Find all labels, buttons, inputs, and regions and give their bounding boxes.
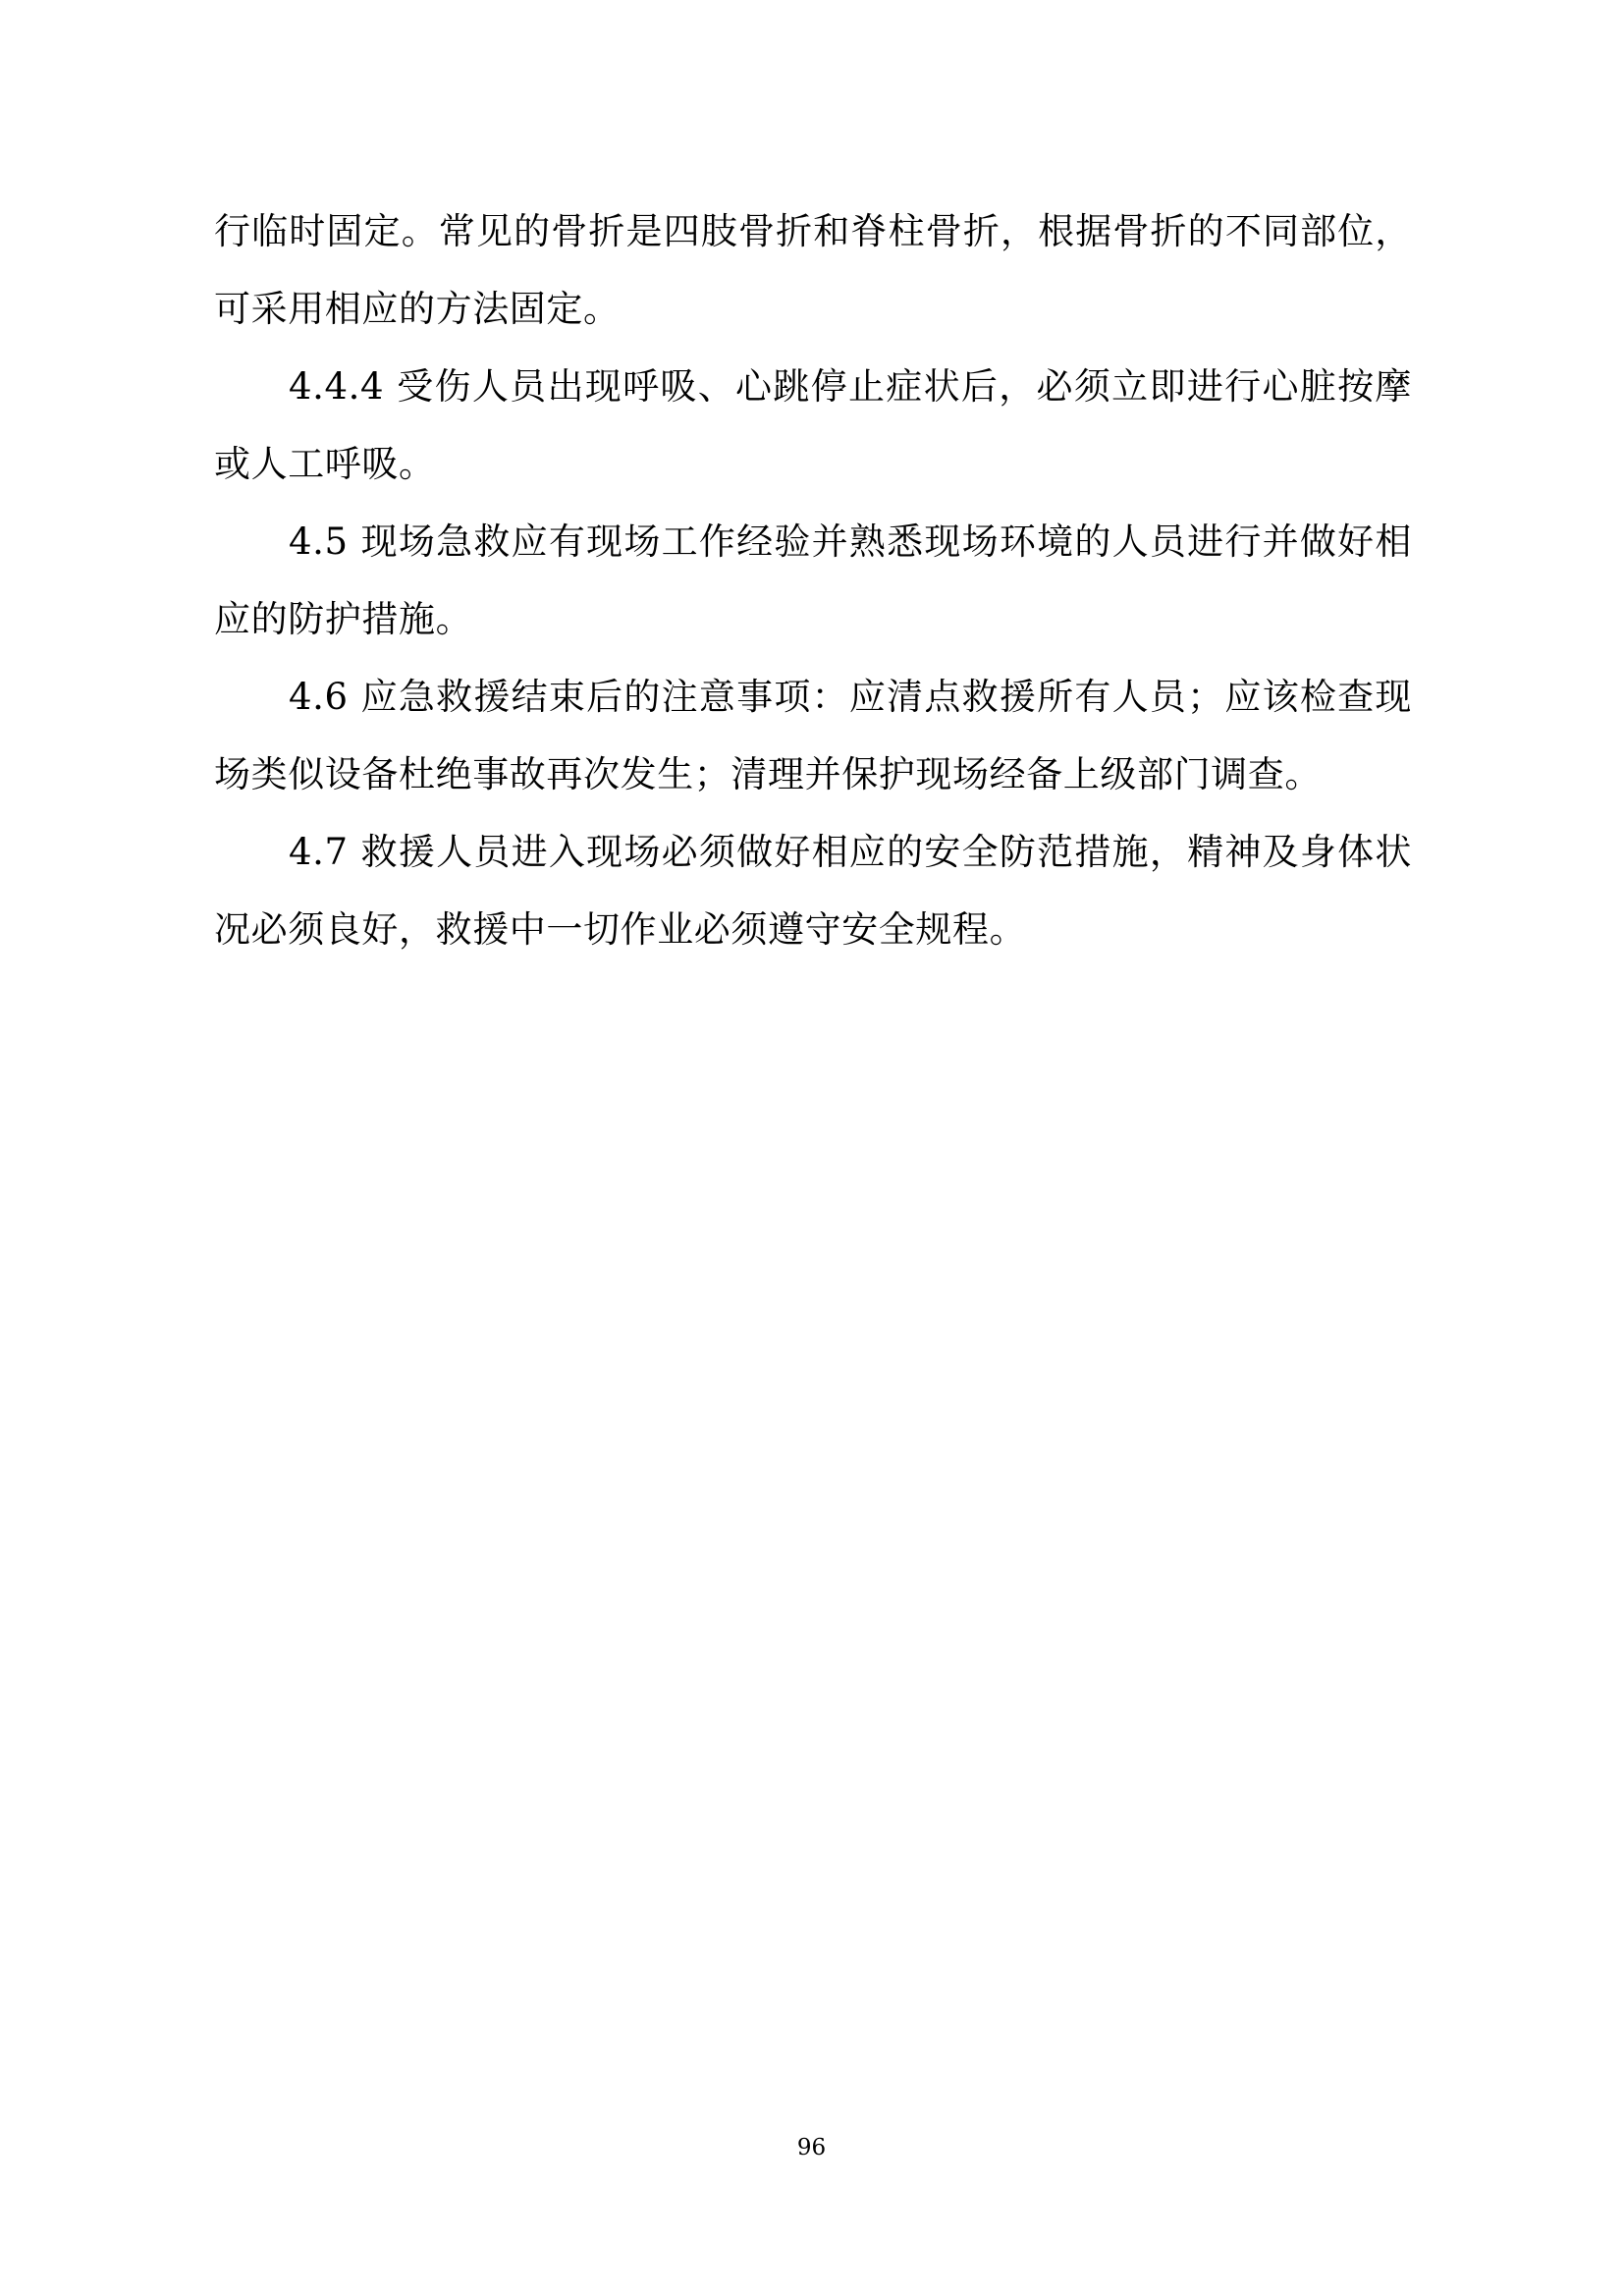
paragraph-continuation: 行临时固定。常见的骨折是四肢骨折和脊柱骨折，根据骨折的不同部位，可采用相应的方法固定。 [214, 210, 1412, 330]
page-body [214, 192, 1412, 968]
paragraph-4-6: 4.6 应急救援结束后的注意事项：应清点救援所有人员；应该检查现场类似设备杜绝事故再次发生；清理并保护现场经备上级部门调查。 [214, 676, 1412, 795]
page-number: 96 [796, 2135, 827, 2160]
paragraph-4-5: 4.5 现场急救应有现场工作经验并熟悉现场环境的人员进行并做好相应的防护措施。 [214, 520, 1412, 640]
paragraph-4-7: 4.7 救援人员进入现场必须做好相应的安全防范措施，精神及身体状况必须良好，救援中一切作业必须遵守安全规程。 [214, 831, 1412, 951]
paragraph-4-4-4: 4.4.4 受伤人员出现呼吸、心跳停止症状后，必须立即进行心脏按摩或人工呼吸。 [214, 365, 1412, 485]
